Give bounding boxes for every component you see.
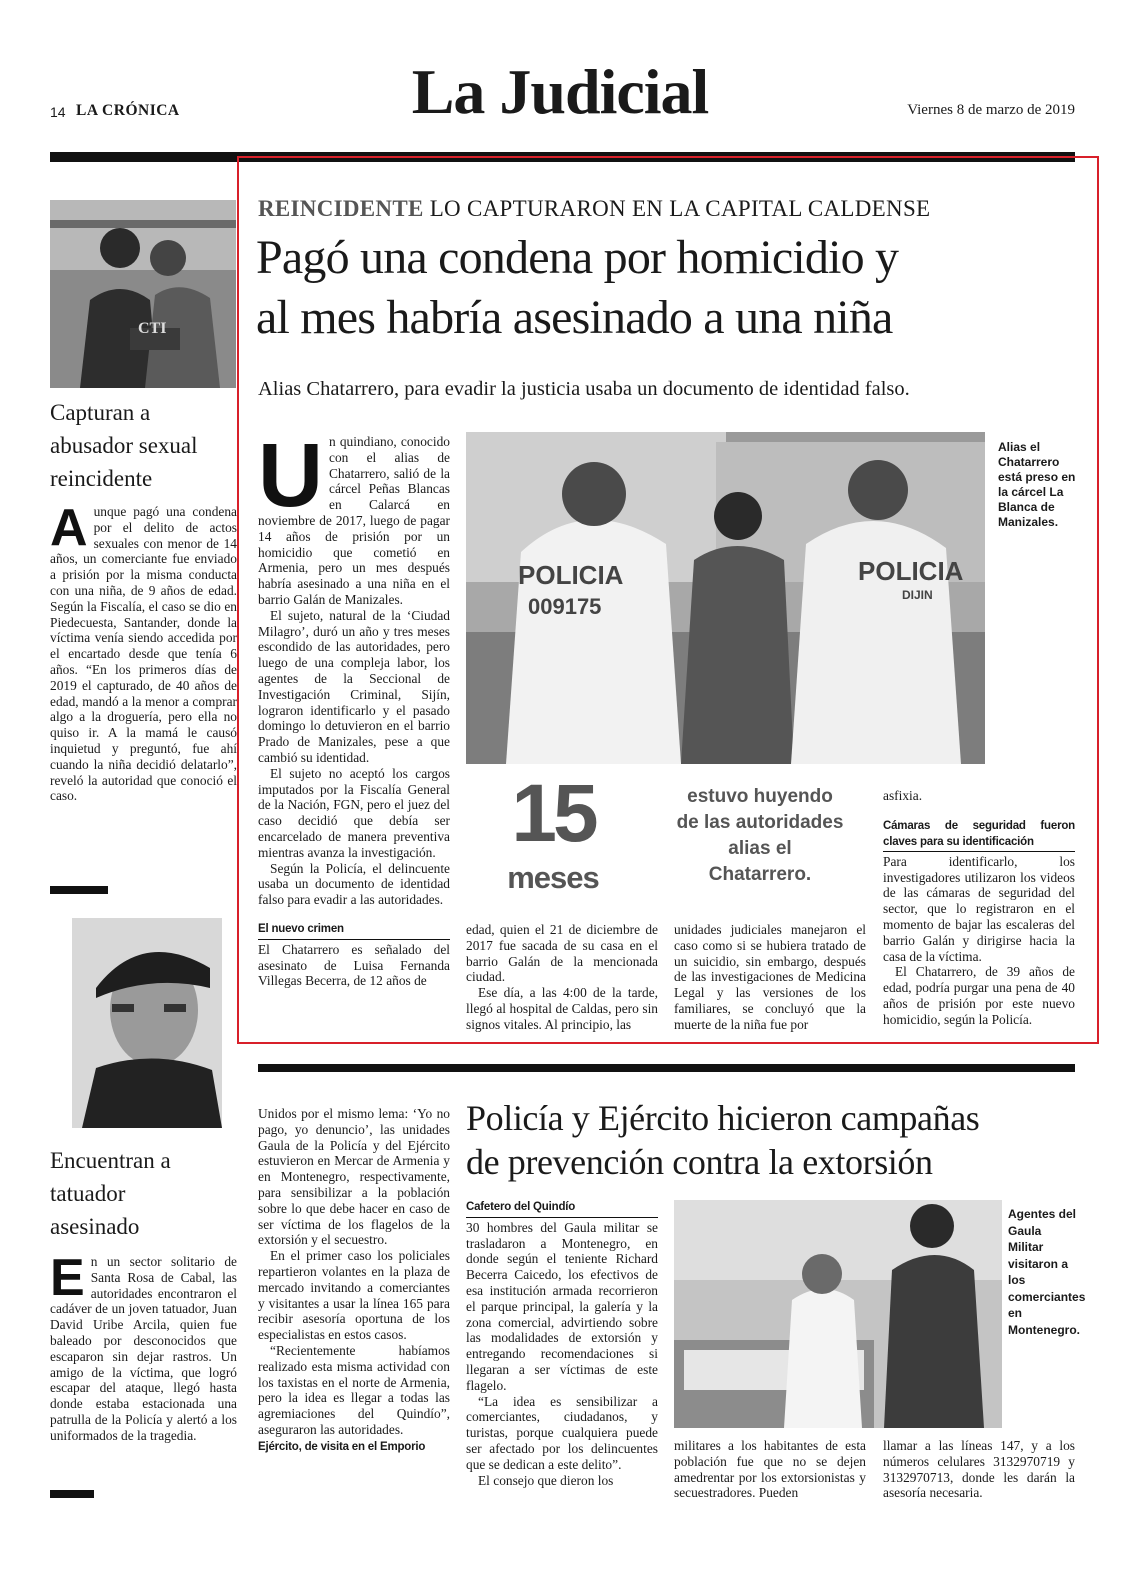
sidebar-rule-1 (50, 886, 108, 894)
photo-vest-label: CTI (138, 320, 167, 337)
main-headline-line2: al mes habría asesinado a una niña (256, 291, 893, 344)
main-dropcap: U (258, 426, 323, 526)
second-left-p2: En el primer caso los policiales repartieron volantes en la plaza de mercado invitando a comerciantes y visitantes a usar la línea 165 para recibir asesoría oportuna de los especialistas en estos casos. (258, 1248, 450, 1343)
main-col1-p2: El sujeto, natural de la ‘Ciudad Milagro’, duró un año y tres meses escondido de las autoridades, pero luego de una compleja labor, los agentes de la Seccional de Investigación Criminal, Sijín, lograron identificarlo y el pasado domingo lo detuvieron en el barrio Prado de Manizales, pese a que cambió su identidad. (258, 607, 450, 765)
main-col1-p1: n quindiano, conocido con el alias de Chatarrero, salió de la cárcel Peñas Blancas en Calarcá en noviembre de 2017, luego de pagar 14 años de prisión por un homicidio que cometió en Armenia, pero un mes después habría asesinado a una niña en el barrio Galán de Manizales. (258, 434, 450, 607)
second-mid-p1: 30 hombres del Gaula militar se trasladaron a Montenegro, en donde según el teniente Richard Becerra Caicedo, los efectivos de esa institución armada recorrieron el parque principal, la galería y la zona comercial, advirtiendo sobre las modalidades de extorsión y entregando recomendaciones si llegaran a ser víctimas de este flagelo. (466, 1219, 658, 1393)
main-col4-p1: Para identificarlo, los investigadores utilizaron los videos de las cámaras de seguridad del sector, que lo registraron en el momento de bajar las escaleras del barrio Galán y dirigirse hacia la casa de la víctima. (883, 853, 1075, 964)
second-col4 (883, 1438, 1075, 1501)
story2-body: En un sector solitario de Santa Rosa de Cabal, las autoridades encontraron el cadáver de un joven tatuador, Juan David Uribe Arcila, quien fue baleado por desconocidos que escaparon sin dejar rastros. Un amigo de la víctima, que logró escapar del ataque, llegó hasta donde estaba estacionada una patrulla de la Policía y alertó a los uniformados de la tragedia. (50, 1249, 237, 1443)
photo-jersey-right-sub: DIJIN (902, 588, 933, 602)
second-subhead: Cafetero del Quindío (466, 1200, 658, 1218)
main-col2 (466, 922, 658, 1033)
page-number: 14 (50, 104, 66, 120)
second-photo-caption: Agentes del Gaula Militar visitaron a los comerciantes en Montenegro. (1008, 1207, 1086, 1337)
sidebar-rule-2 (50, 1490, 94, 1498)
main-col1-p4: Según la Policía, el delincuente usaba un documento de identidad falso para evadir a las autoridades. (258, 860, 450, 908)
main-col3-p1: unidades judiciales manejaron el caso como si se hubiera tratado de un suicidio, sin embargo, después de las investigaciones de Medicina Legal y las versiones de los familiares, se concluyó que la muerte de la niña fue por (674, 922, 866, 1032)
stat-unit: meses (507, 860, 599, 895)
second-headline-line1: Policía y Ejército hicieron campañas (466, 1098, 980, 1138)
second-col3 (674, 1438, 866, 1501)
second-col3-p1: militares a los habitantes de esta población fue que no se dejen amedrentar por los extorsionistas y secuestradores. Pueden (674, 1438, 866, 1501)
story1-title: Capturan a abusador sexual reincidente (50, 400, 198, 491)
stat-text: estuvo huyendo de las autoridades alias el Chatarrero. (676, 786, 844, 885)
second-left-col (258, 1106, 450, 1459)
section-title: La Judicial (411, 56, 709, 127)
kicker (258, 196, 930, 222)
issue-date: Viernes 8 de marzo de 2019 (907, 102, 1075, 118)
main-col2-p1: edad, quien el 21 de diciembre de 2017 fue sacada de su casa en el barrio Galán de la mencionada ciudad. (466, 922, 658, 985)
second-mid-col (466, 1200, 658, 1488)
kicker-text: LO CAPTURARON EN LA CAPITAL CALDENSE (429, 196, 931, 221)
main-col3 (674, 922, 866, 1033)
story1-dropcap: A (50, 499, 88, 557)
officer-photo-illustration (50, 200, 236, 388)
main-col2-p2: Ese día, a las 4:00 de la tarde, llegó al hospital de Caldas, pero sin signos vitales. Al principio, las (466, 985, 658, 1032)
main-headline-line1: Pagó una condena por homicidio y (256, 231, 899, 284)
main-col1-p5: El Chatarrero es señalado del asesinato de Luisa Fernanda Villegas Becerra, de 12 años de (258, 941, 450, 989)
photo-jersey-right: POLICIA (858, 556, 964, 586)
second-col4-p1: llamar a las líneas 147, y a los números celulares 3132970719 y 3132970713, donde les darán la asesoría necesaria. (883, 1438, 1075, 1501)
story1-body: Aunque pagó una condena por el delito de actos sexuales con menor de 14 años, un comerciante fue enviado a prisión por la misma conducta con una niña, de 9 años de edad. Según la Fiscalía, el caso se dio en Piedecuesta, Santander, donde la víctima venía siendo accedida por el encartado desde que tenía 6 años. “En los primeros días de 2019 el capturado, de 40 años de edad, mandó a la menor a comprar algo a la droguería, pero ella no quiso ir. A la mamá le causó inquietud y preguntó, fue ahí cuando la niña decidió delatarlo”, reveló la autoridad que conoció el caso. (50, 499, 237, 804)
photo-jersey-left: POLICIA (518, 560, 624, 590)
story2-photo (72, 918, 222, 1128)
kicker-label: REINCIDENTE (258, 196, 424, 221)
story1-photo (50, 200, 236, 388)
main-headline (256, 228, 1086, 348)
second-headline-line2: de prevención contra la extorsión (466, 1142, 933, 1182)
victim-portrait-illustration (72, 918, 222, 1128)
main-col4-p2: El Chatarrero, de 39 años de edad, podría purgar una pena de 40 años de prisión por este nuevo homicidio, según la Policía. (883, 964, 1075, 1027)
publication-name: LA CRÓNICA (76, 102, 180, 119)
second-story-rule (258, 1064, 1075, 1072)
soldier-shop-photo-illustration (674, 1200, 1002, 1428)
main-col4 (883, 788, 1075, 1028)
second-left-p3: “Recientemente habíamos realizado esta misma actividad con los taxistas en el norte de Armenia, pero la idea es llegar a todas las agremiaciones del Quindío”, aseguraron las autoridades. (258, 1342, 450, 1437)
main-col1 (258, 426, 450, 989)
main-subhead-nuevo-crimen: El nuevo crimen (258, 922, 450, 940)
main-col1-p3: El sujeto no aceptó los cargos imputados por la Fiscalía General de la Nación, FGN, pero el juez del caso decidió que debía ser encarcelado de manera preventiva mientras avanza la investigación. (258, 765, 450, 860)
main-photo-caption: Alias el Chatarrero está preso en la cárcel La Blanca de Manizales. (998, 440, 1076, 529)
second-mid-p2: “La idea es sensibilizar a comerciantes, ciudadanos, y turistas, porque cualquiera puede ser afectado por los delincuentes que se dedican a este delito”. (466, 1393, 658, 1472)
story2-title: Encuentran a tatuador asesinado (50, 1148, 171, 1239)
main-photo (466, 432, 985, 764)
story2-dropcap: E (50, 1249, 85, 1307)
second-headline (466, 1096, 1076, 1184)
main-subhead-camaras: Cámaras de seguridad fueron claves para su identificación (883, 818, 1075, 852)
main-col4-p0: asfixia. (883, 788, 923, 803)
stat-number: 15 (511, 768, 595, 859)
second-left-subhead: Ejército, de visita en el Emporio (258, 1440, 426, 1453)
photo-jersey-left-number: 009175 (528, 594, 602, 619)
second-mid-p3: El consejo que dieron los (478, 1472, 614, 1488)
main-deck: Alias Chatarrero, para evadir la justicia usaba un documento de identidad falso. (258, 378, 910, 400)
second-photo (674, 1200, 1002, 1428)
second-left-p1: Unidos por el mismo lema: ‘Yo no pago, yo denuncio’, las unidades Gaula de la Policía y del Ejército estuvieron en Mercar de Armenia y en Montenegro, respectivamente, para sensibilizar a la población sobre lo que debe hacer en caso de ser víctima de los flagelos de la extorsión y el secuestro. (258, 1106, 450, 1248)
